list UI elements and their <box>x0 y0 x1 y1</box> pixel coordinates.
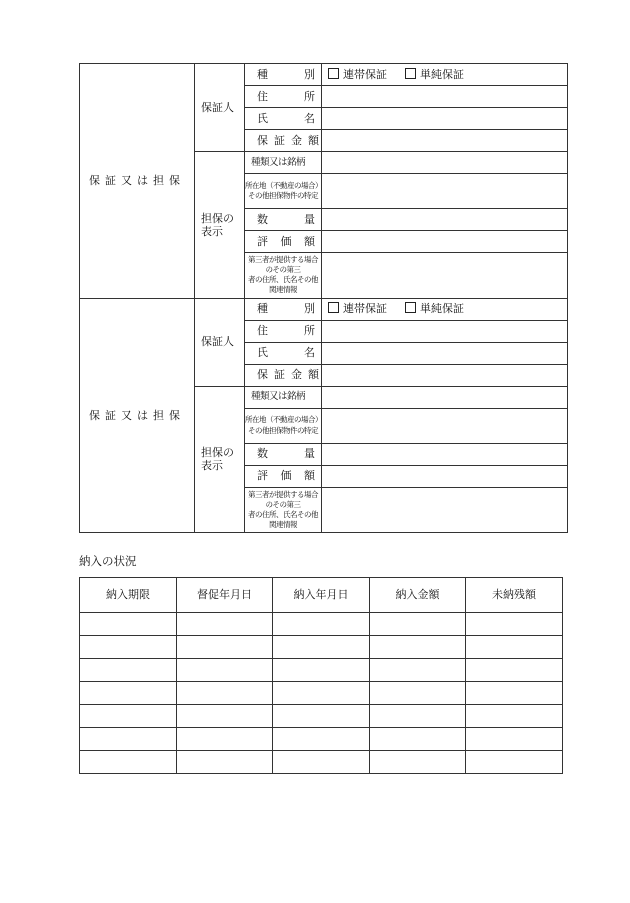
payment-cell[interactable] <box>177 682 273 705</box>
payment-row <box>80 613 563 636</box>
valuation-field[interactable] <box>322 231 568 253</box>
payment-cell[interactable] <box>177 613 273 636</box>
label-char: 価 <box>280 234 292 248</box>
collateral-label-line1: 担保の <box>201 446 234 460</box>
simple-guarantee-checkbox[interactable] <box>405 302 416 313</box>
guarantee-amount-field[interactable] <box>322 130 568 152</box>
payment-cell[interactable] <box>80 613 177 636</box>
label-char: 住 <box>257 324 268 338</box>
payment-cell[interactable] <box>370 613 466 636</box>
location-field[interactable] <box>322 408 568 443</box>
third-party-field[interactable] <box>322 253 568 299</box>
label-char: 量 <box>304 212 315 226</box>
location-label <box>245 408 322 443</box>
guarantee-amount-label <box>245 364 322 386</box>
quantity-field[interactable] <box>322 443 568 465</box>
payment-status-title: 納入の状況 <box>79 554 137 568</box>
payment-cell[interactable] <box>80 682 177 705</box>
collateral-label <box>195 152 245 299</box>
payment-cell[interactable] <box>80 705 177 728</box>
type-label <box>245 64 322 86</box>
third-party-label-line2: 者の住所、氏名その他関連情報 <box>248 275 318 295</box>
payment-status-table <box>79 577 563 774</box>
label-char: 評 <box>257 234 268 248</box>
payment-cell[interactable] <box>177 705 273 728</box>
label-char: 額 <box>304 234 315 248</box>
payment-cell[interactable] <box>80 728 177 751</box>
label-char: 名 <box>304 346 315 360</box>
payment-row <box>80 636 563 659</box>
joint-guarantee-checkbox[interactable] <box>328 68 339 79</box>
label-char: 額 <box>308 133 319 147</box>
kind-field[interactable] <box>322 386 568 408</box>
label-char: 保 <box>257 133 268 147</box>
label-char: 金 <box>291 133 302 147</box>
collateral-label-line1: 担保の <box>201 211 234 225</box>
payment-header-cell: 未納残額 <box>466 578 563 613</box>
type-options <box>322 298 568 320</box>
payment-row <box>80 682 563 705</box>
joint-guarantee-checkbox[interactable] <box>328 302 339 313</box>
label-char: 種 <box>257 302 268 316</box>
payment-cell[interactable] <box>466 636 563 659</box>
payment-cell[interactable] <box>466 682 563 705</box>
payment-cell[interactable] <box>466 751 563 774</box>
label-char: 額 <box>304 469 315 483</box>
payment-cell[interactable] <box>370 751 466 774</box>
label-char: 別 <box>304 302 315 316</box>
third-party-label-line1: 第三者が提供する場合のその第三 <box>248 255 318 275</box>
payment-header-cell: 納入金額 <box>370 578 466 613</box>
simple-guarantee-label: 単純保証 <box>420 67 464 81</box>
payment-cell[interactable] <box>273 636 370 659</box>
location-label-line1: 所在地（不動産の場合） <box>245 180 322 190</box>
name-label <box>245 108 322 130</box>
payment-cell[interactable] <box>466 613 563 636</box>
payment-header-cell: 納入期限 <box>80 578 177 613</box>
payment-row <box>80 751 563 774</box>
valuation-label <box>245 231 322 253</box>
address-label <box>245 86 322 108</box>
payment-cell[interactable] <box>177 636 273 659</box>
guarantor-label: 保証人 <box>195 64 245 152</box>
payment-cell[interactable] <box>273 751 370 774</box>
payment-row <box>80 705 563 728</box>
label-char: 保 <box>257 368 268 382</box>
label-char: 量 <box>304 447 315 461</box>
label-char: 数 <box>257 212 268 226</box>
quantity-field[interactable] <box>322 209 568 231</box>
quantity-label <box>245 209 322 231</box>
third-party-label <box>245 487 322 533</box>
payment-cell[interactable] <box>273 613 370 636</box>
label-char: 価 <box>280 469 292 483</box>
payment-row <box>80 659 563 682</box>
address-label <box>245 320 322 342</box>
third-party-label <box>245 253 322 299</box>
guarantee-amount-field[interactable] <box>322 364 568 386</box>
kind-field[interactable] <box>322 152 568 174</box>
kind-label: 種類又は銘柄 <box>245 386 322 408</box>
guarantor-type-row <box>80 298 568 320</box>
name-field[interactable] <box>322 342 568 364</box>
location-label <box>245 174 322 209</box>
payment-cell[interactable] <box>370 636 466 659</box>
collateral-label-line2: 表示 <box>201 459 223 473</box>
label-char: 数 <box>257 447 268 461</box>
type-options <box>322 64 568 86</box>
label-char: 証 <box>274 368 285 382</box>
payment-cell[interactable] <box>80 751 177 774</box>
guarantee-collateral-table <box>79 63 568 533</box>
collateral-label-line2: 表示 <box>201 224 223 238</box>
name-label <box>245 342 322 364</box>
payment-cell[interactable] <box>466 728 563 751</box>
simple-guarantee-checkbox[interactable] <box>405 68 416 79</box>
simple-guarantee-label: 単純保証 <box>420 302 464 316</box>
guarantor-label: 保証人 <box>195 298 245 386</box>
payment-cell[interactable] <box>370 682 466 705</box>
payment-header-cell: 督促年月日 <box>177 578 273 613</box>
label-char: 別 <box>304 67 315 81</box>
location-label-line2: その他担保物件の特定 <box>248 191 318 200</box>
label-char: 評 <box>257 469 268 483</box>
payment-cell[interactable] <box>466 659 563 682</box>
third-party-field[interactable] <box>322 487 568 533</box>
kind-label: 種類又は銘柄 <box>245 152 322 174</box>
label-char: 所 <box>304 324 315 338</box>
label-char: 証 <box>274 133 285 147</box>
payment-cell[interactable] <box>273 728 370 751</box>
third-party-label-line2: 者の住所、氏名その他関連情報 <box>248 509 318 529</box>
label-char: 氏 <box>257 346 268 360</box>
valuation-field[interactable] <box>322 465 568 487</box>
guarantee-main-label: 保証又は担保 <box>80 298 195 533</box>
payment-cell[interactable] <box>370 705 466 728</box>
type-label <box>245 298 322 320</box>
payment-row <box>80 728 563 751</box>
label-char: 金 <box>291 368 302 382</box>
address-field[interactable] <box>322 86 568 108</box>
joint-guarantee-label: 連帯保証 <box>343 302 387 316</box>
name-field[interactable] <box>322 108 568 130</box>
payment-cell[interactable] <box>177 751 273 774</box>
location-label-line1: 所在地（不動産の場合） <box>245 415 322 425</box>
payment-header-cell: 納入年月日 <box>273 578 370 613</box>
location-field[interactable] <box>322 174 568 209</box>
label-char: 住 <box>257 89 268 103</box>
guarantee-amount-label <box>245 130 322 152</box>
label-char: 種 <box>257 67 268 81</box>
payment-header-row <box>80 578 563 613</box>
quantity-label <box>245 443 322 465</box>
guarantor-type-row <box>80 64 568 86</box>
collateral-label <box>195 386 245 533</box>
payment-cell[interactable] <box>370 659 466 682</box>
label-char: 氏 <box>257 111 268 125</box>
payment-cell[interactable] <box>370 728 466 751</box>
guarantee-main-label: 保証又は担保 <box>80 64 195 299</box>
payment-cell[interactable] <box>273 705 370 728</box>
label-char: 額 <box>308 368 319 382</box>
joint-guarantee-label: 連帯保証 <box>343 67 387 81</box>
payment-cell[interactable] <box>80 636 177 659</box>
payment-cell[interactable] <box>466 705 563 728</box>
payment-cell[interactable] <box>177 659 273 682</box>
payment-cell[interactable] <box>273 659 370 682</box>
location-label-line2: その他担保物件の特定 <box>248 425 318 435</box>
label-char: 名 <box>304 111 315 125</box>
valuation-label <box>245 465 322 487</box>
payment-cell[interactable] <box>273 682 370 705</box>
third-party-label-line1: 第三者が提供する場合のその第三 <box>248 489 318 509</box>
address-field[interactable] <box>322 320 568 342</box>
payment-cell[interactable] <box>80 659 177 682</box>
label-char: 所 <box>304 89 315 103</box>
payment-cell[interactable] <box>177 728 273 751</box>
